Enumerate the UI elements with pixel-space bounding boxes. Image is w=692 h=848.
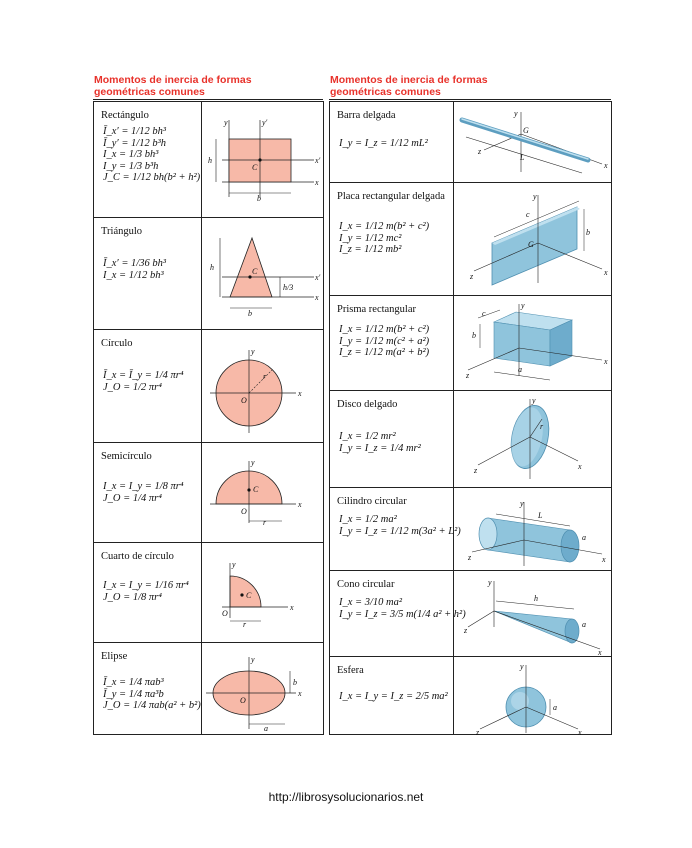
row-triangle (94, 217, 323, 329)
rect-label-yp: y′ (262, 118, 268, 127)
rod-label-y: y (514, 109, 518, 118)
formula: I_x = 1/12 m(b² + c²) (339, 324, 430, 335)
shape-name: Rectángulo (101, 110, 149, 121)
row-circular-cylinder (330, 487, 611, 570)
body-name: Disco delgado (337, 399, 398, 410)
right-title-line1: Momentos de inercia de formas (330, 74, 488, 86)
formula-list (339, 138, 428, 150)
formula: I_y = I_z = 1/12 mL² (339, 138, 428, 149)
prism-label-z: z (466, 371, 470, 380)
formula: I_y = 1/12 m(c² + a²) (339, 335, 430, 347)
shape-name: Elipse (101, 651, 128, 662)
formula-list (339, 221, 429, 256)
rod-label-x: x (604, 161, 608, 170)
row-thin-plate (330, 182, 611, 295)
row-circular-cone (330, 570, 611, 656)
quarter-label-y: y (232, 560, 236, 569)
semi-label-x: x (298, 500, 302, 509)
row-semicircle (94, 442, 323, 542)
quarter-circle-figure (202, 543, 324, 643)
semi-label-o: O (241, 507, 247, 516)
cone-figure (454, 571, 612, 657)
plate-label-x: x (604, 268, 608, 277)
formula: Ī_x = 1/4 πab³ (103, 677, 164, 688)
rod-label-g: G (523, 126, 529, 135)
ellipse-label-y: y (251, 655, 255, 664)
rectangle-figure (202, 102, 324, 217)
body-name: Prisma rectangular (337, 304, 417, 315)
solid-bodies-table (329, 101, 612, 735)
ellipse-label-b: b (293, 678, 297, 687)
formula: J_O = 1/4 πab(a² + b²) (103, 700, 201, 711)
triangle-figure (202, 218, 324, 330)
cylinder-label-y: y (520, 499, 524, 508)
shape-name: Cuarto de círculo (101, 551, 174, 562)
body-name: Esfera (337, 665, 364, 676)
plane-shapes-table (93, 101, 324, 735)
ellipse-label-o: O (240, 696, 246, 705)
rect-label-x: x (315, 178, 319, 187)
disk-label-r: r (540, 422, 544, 431)
sphere-label-y: y (520, 662, 524, 671)
formula: I_y = I_z = 3/5 m(1/4 a² + h²) (339, 608, 466, 620)
formula: J_C = 1/12 bh(b² + h²) (103, 172, 201, 183)
formula: Ī_x′ = 1/12 bh³ (103, 126, 166, 137)
tri-label-b: b (248, 309, 252, 318)
formula: Ī_x = Ī_y = 1/4 πr⁴ (103, 370, 184, 381)
formula: I_x = 1/12 m(b² + c²) (339, 221, 430, 232)
prism-label-b: b (472, 331, 476, 340)
body-name: Placa rectangular delgada (337, 191, 445, 202)
row-thin-disk (330, 390, 611, 487)
rod-label-l: L (520, 153, 525, 162)
formula: Ī_y = 1/4 πa³b (103, 688, 164, 700)
sphere-figure (454, 657, 612, 737)
formula: J_O = 1/8 πr⁴ (103, 591, 162, 603)
formula: I_y = I_z = 1/4 mr² (339, 442, 421, 454)
body-name: Cono circular (337, 579, 395, 590)
row-sphere (330, 656, 611, 736)
shape-name: Triángulo (101, 226, 143, 237)
formula: I_z = 1/12 m(a² + b²) (339, 347, 430, 358)
sphere-label-z: z (476, 728, 480, 737)
formula-list (339, 597, 466, 620)
plate-label-z: z (470, 272, 474, 281)
circle-figure (202, 330, 324, 443)
prism-label-a: a (518, 365, 522, 374)
semi-label-r: r (263, 518, 267, 527)
quarter-label-c: C (246, 591, 252, 600)
formula: I_x = I_y = 1/16 πr⁴ (103, 580, 189, 591)
disk-label-z: z (474, 466, 478, 475)
sphere-label-a: a (553, 703, 557, 712)
tri-label-h3: h/3 (283, 283, 294, 292)
rod-figure (454, 102, 612, 182)
prism-label-x: x (604, 357, 608, 366)
formula: I_y = 1/12 mc² (339, 232, 402, 244)
formula: Ī_x′ = 1/36 bh³ (103, 258, 166, 269)
right-title-line2: geométricas comunes (330, 86, 441, 98)
shape-name: Círculo (101, 338, 133, 349)
disk-label-x: x (578, 462, 582, 471)
prism-label-y: y (521, 301, 525, 310)
row-rectangle (94, 102, 323, 217)
row-rectangular-prism (330, 295, 611, 390)
cylinder-label-x: x (602, 555, 606, 564)
body-name: Cilindro circular (337, 496, 407, 507)
formula-list (339, 324, 429, 359)
left-title-line1: Momentos de inercia de formas (94, 74, 252, 86)
formula: I_x = I_y = 1/8 πr⁴ (103, 481, 184, 492)
cone-label-y: y (488, 578, 492, 587)
formula: I_x = 1/12 bh³ (103, 269, 164, 281)
formula: I_x = 1/2 ma² (339, 514, 397, 525)
circle-label-r: r (263, 372, 267, 381)
right-table-title (330, 74, 488, 98)
circle-label-y: y (251, 347, 255, 356)
tri-label-xp: x′ (315, 273, 321, 282)
rod-label-z: z (478, 147, 482, 156)
plate-label-b: b (586, 228, 590, 237)
circle-label-x: x (298, 389, 302, 398)
formula: I_x = 1/2 mr² (339, 431, 396, 442)
plate-label-c: c (526, 210, 530, 219)
circle-label-o: O (241, 396, 247, 405)
formula-list (339, 514, 461, 537)
formula: J_O = 1/2 πr⁴ (103, 381, 162, 393)
cone-label-z: z (464, 626, 468, 635)
left-title-rule (93, 99, 323, 100)
rect-label-y: y (224, 118, 228, 127)
formula-list (103, 370, 184, 393)
formula-list (339, 691, 448, 703)
ellipse-label-a: a (264, 724, 268, 733)
tri-label-h: h (210, 263, 214, 272)
quarter-label-o: O (222, 609, 228, 618)
rect-label-c: C (252, 163, 258, 172)
ellipse-label-x: x (298, 689, 302, 698)
formula: Ī_y′ = 1/12 b³h (103, 137, 166, 149)
formula-list (103, 580, 189, 603)
row-quarter-circle (94, 542, 323, 642)
row-circle (94, 329, 323, 442)
formula: I_x = I_y = I_z = 2/5 ma² (339, 691, 448, 702)
semicircle-figure (202, 443, 324, 543)
formula: J_O = 1/4 πr⁴ (103, 492, 162, 504)
quarter-label-x: x (290, 603, 294, 612)
cylinder-label-a: a (582, 533, 586, 542)
rect-label-h: h (208, 156, 212, 165)
formula: I_y = I_z = 1/12 m(3a² + L²) (339, 525, 461, 537)
formula-list (103, 677, 201, 712)
prism-label-c: c (482, 309, 486, 318)
cone-label-h: h (534, 594, 538, 603)
formula-list (103, 126, 200, 184)
shape-name: Semicírculo (101, 451, 152, 462)
formula: I_y = 1/3 b³h (103, 160, 159, 172)
formula-list (103, 258, 166, 281)
right-title-rule (329, 99, 611, 100)
ellipse-figure (202, 643, 324, 737)
disk-label-y: y (532, 396, 536, 405)
quarter-label-r: r (243, 620, 247, 629)
cone-label-a: a (582, 620, 586, 629)
plate-label-g: G (528, 240, 534, 249)
row-slender-rod (330, 102, 611, 182)
formula-list (103, 481, 184, 504)
footer-url[interactable]: http://librosysolucionarios.net (268, 790, 424, 804)
cylinder-label-l: L (538, 511, 543, 520)
left-table-title (94, 74, 252, 98)
body-name: Barra delgada (337, 110, 396, 121)
row-ellipse (94, 642, 323, 736)
prism-figure (454, 296, 612, 391)
disk-figure (454, 391, 612, 488)
formula: I_x = 3/10 ma² (339, 597, 403, 608)
semi-label-y: y (251, 458, 255, 467)
rect-label-xp: x′ (315, 156, 321, 165)
tri-label-x: x (315, 293, 319, 302)
plate-figure (454, 183, 612, 296)
cone-label-x: x (598, 648, 602, 657)
formula: I_z = 1/12 mb² (339, 244, 402, 255)
rect-label-b: b (257, 194, 261, 203)
cylinder-figure (454, 488, 612, 571)
sphere-label-x: x (578, 728, 582, 737)
semi-label-c: C (253, 485, 259, 494)
cylinder-label-z: z (468, 553, 472, 562)
formula-list (339, 431, 421, 454)
tri-label-c: C (252, 267, 258, 276)
left-title-line2: geométricas comunes (94, 86, 205, 98)
plate-label-y: y (533, 192, 537, 201)
formula: I_x = 1/3 bh³ (103, 149, 159, 160)
